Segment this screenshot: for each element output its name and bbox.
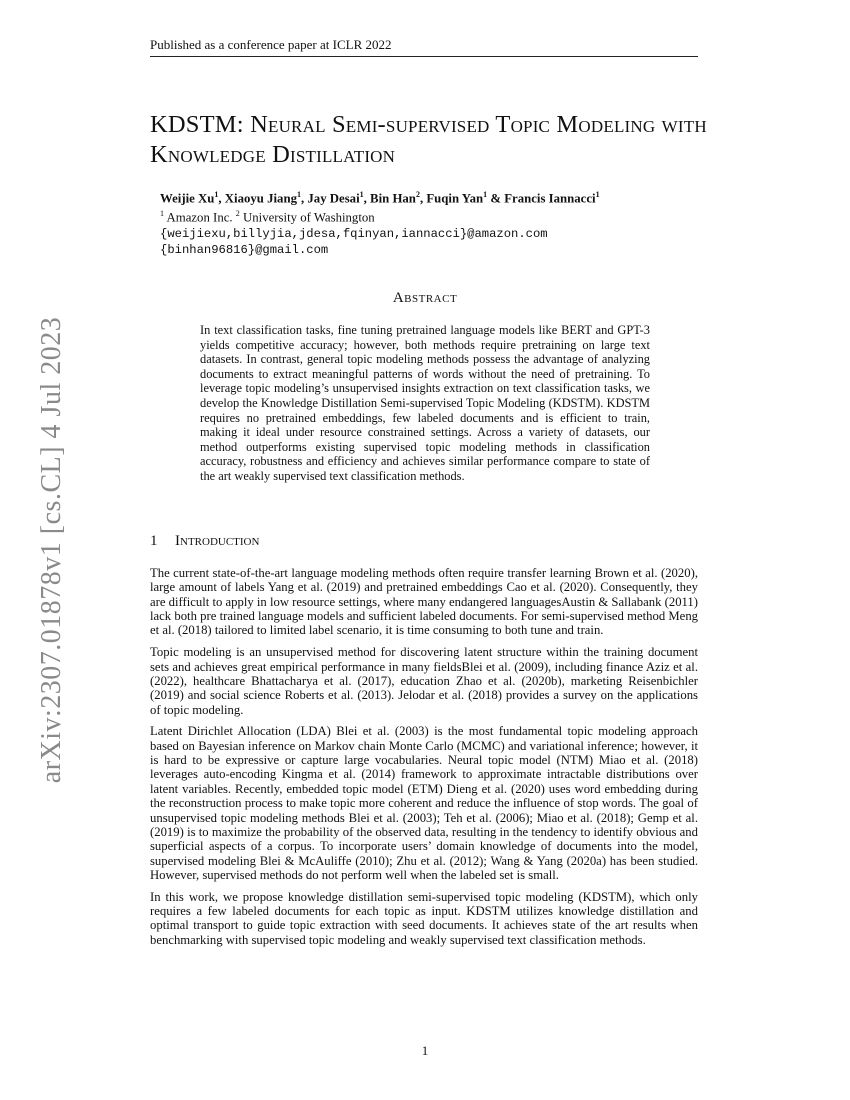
paragraph: In this work, we propose knowledge distillation semi-supervised topic modeling (KDSTM), which only requires a few labeled documents for each topic as input. KDSTM utilizes knowledge distillation and optimal transport to guide topic extraction with seed documents. It achieves state of the art results when benchmarking with supervised topic modeling and weakly supervised text classification methods.	[150, 889, 698, 947]
section-title: Introduction	[175, 533, 260, 549]
author-name: Francis Iannacci	[504, 191, 596, 206]
author-name: Bin Han	[370, 191, 416, 206]
author-affiliation-mark: 1	[595, 190, 600, 199]
header-text: Published as a conference paper at ICLR 2022	[150, 37, 392, 52]
paragraph: The current state-of-the-art language modeling methods often require transfer learning Brown et al. (2020), large amount of labels Yang et al. (2019) and pretrained embeddings Cao et al. (2020). Consequently, they are difficult to apply in low resource settings, where many endangered languagesAustin & Sallabank (2011) lack both pre trained language models and sufficient labeled documents. For semi-supervised method Meng et al. (2018) tailored to limited label scenario, it is time consuming to both tune and train.	[150, 566, 698, 638]
affiliation-number: 1	[160, 209, 164, 219]
paragraph: Latent Dirichlet Allocation (LDA) Blei et al. (2003) is the most fundamental topic modeling approach based on Bayesian inference on Markov chain Monte Carlo (MCMC) and variational inference; however, it is hard to be expressive or capture large vocabularies. Neural topic model (NTM) Miao et al. (2018) leverages auto-encoding Kingma et al. (2014) framework to approximate intractable distributions over latent variables. Recently, embedded topic model (ETM) Dieng et al. (2020) uses word embedding during the reconstruction process to make topic more coherent and reduce the influence of stop words. The goal of unsupervised topic modeling methods Blei et al. (2003); Teh et al. (2006); Miao et al. (2018); Gemp et al. (2019) is to maximize the probability of the observed data, resulting in the tendency to identify obvious and superficial aspects of a corpus. To incorporate users’ domain knowledge of documents into the model, supervised modeling Blei & McAuliffe (2010); Zhu et al. (2012); Wang & Yang (2020a) has been studied. However, supervised methods do not perform well when the labeled set is small.	[150, 724, 698, 882]
abstract-heading: Abstract	[392, 290, 458, 306]
affiliation-name: University of Washington	[243, 210, 375, 225]
abstract-text: In text classification tasks, fine tuning pretrained language models like BERT and GPT-3 yields competitive accuracy; however, both methods require pretraining on large text datasets. In contrast, general topic modeling methods possess the advantage of analyzing documents to extract meaningful patterns of words without the need of pretraining. To leverage topic modeling’s unsupervised insights extraction on text classification tasks, we develop the Knowledge Distillation Semi-supervised Topic Modeling (KDSTM). KDSTM requires no pretrained embeddings, few labeled documents and is efficient to train, making it ideal under resource constrained settings. Across a variety of datasets, our method outperforms existing supervised topic modeling methods in classification accuracy, robustness and efficiency and achieves similar performance compare to state of the art weakly supervised text classification methods.	[200, 323, 650, 483]
paper-title: KDSTM: Neural Semi-supervised Topic Modeling with Knowledge Distillation	[150, 111, 707, 168]
author-block	[160, 187, 700, 258]
email-address: {binhan96816}@gmail.com	[160, 242, 329, 257]
section-heading	[150, 533, 698, 550]
author-list: Weijie Xu$^1$, Xiaoyu Jiang$^1$, Jay Desai$^1$, Bin Han$^2$, Fuqin Yan$^1$ & Francis Iannacci$^1$	[160, 190, 600, 206]
affiliation-name: Amazon Inc.	[166, 210, 233, 225]
section-number: 1	[150, 533, 158, 549]
affiliation-number: 2	[235, 209, 240, 219]
email-address: {weijiexu,billyjia,jdesa,fqinyan,iannacci}@amazon.com	[160, 226, 548, 241]
author-name: Weijie Xu	[160, 191, 215, 206]
author-affiliation-mark: 1	[359, 190, 364, 199]
section-body	[150, 566, 698, 955]
author-affiliation-mark: 2	[415, 190, 420, 199]
running-header	[150, 37, 698, 57]
affiliations	[160, 206, 700, 225]
author-name: Fuqin Yan	[426, 191, 484, 206]
author-affiliation-mark: 1	[214, 190, 219, 199]
page-number: 1	[421, 1043, 429, 1058]
author-name: Xiaoyu Jiang	[224, 191, 297, 206]
paragraph: Topic modeling is an unsupervised method for discovering latent structure within the training document sets and achieves great empirical performance in many fieldsBlei et al. (2009), including finance Aziz et al. (2022), healthcare Bhattacharya et al. (2017), education Zhao et al. (2020b), marketing Reisenbichler (2019) and social science Roberts et al. (2013). Jelodar et al. (2018) provides a survey on the applications of topic modeling.	[150, 645, 698, 717]
author-name: Jay Desai	[307, 191, 360, 206]
author-affiliation-mark: 1	[483, 190, 488, 199]
arxiv-stamp: arXiv:2307.01878v1 [cs.CL] 4 Jul 2023	[36, 316, 67, 784]
author-affiliation-mark: 1	[296, 190, 301, 199]
